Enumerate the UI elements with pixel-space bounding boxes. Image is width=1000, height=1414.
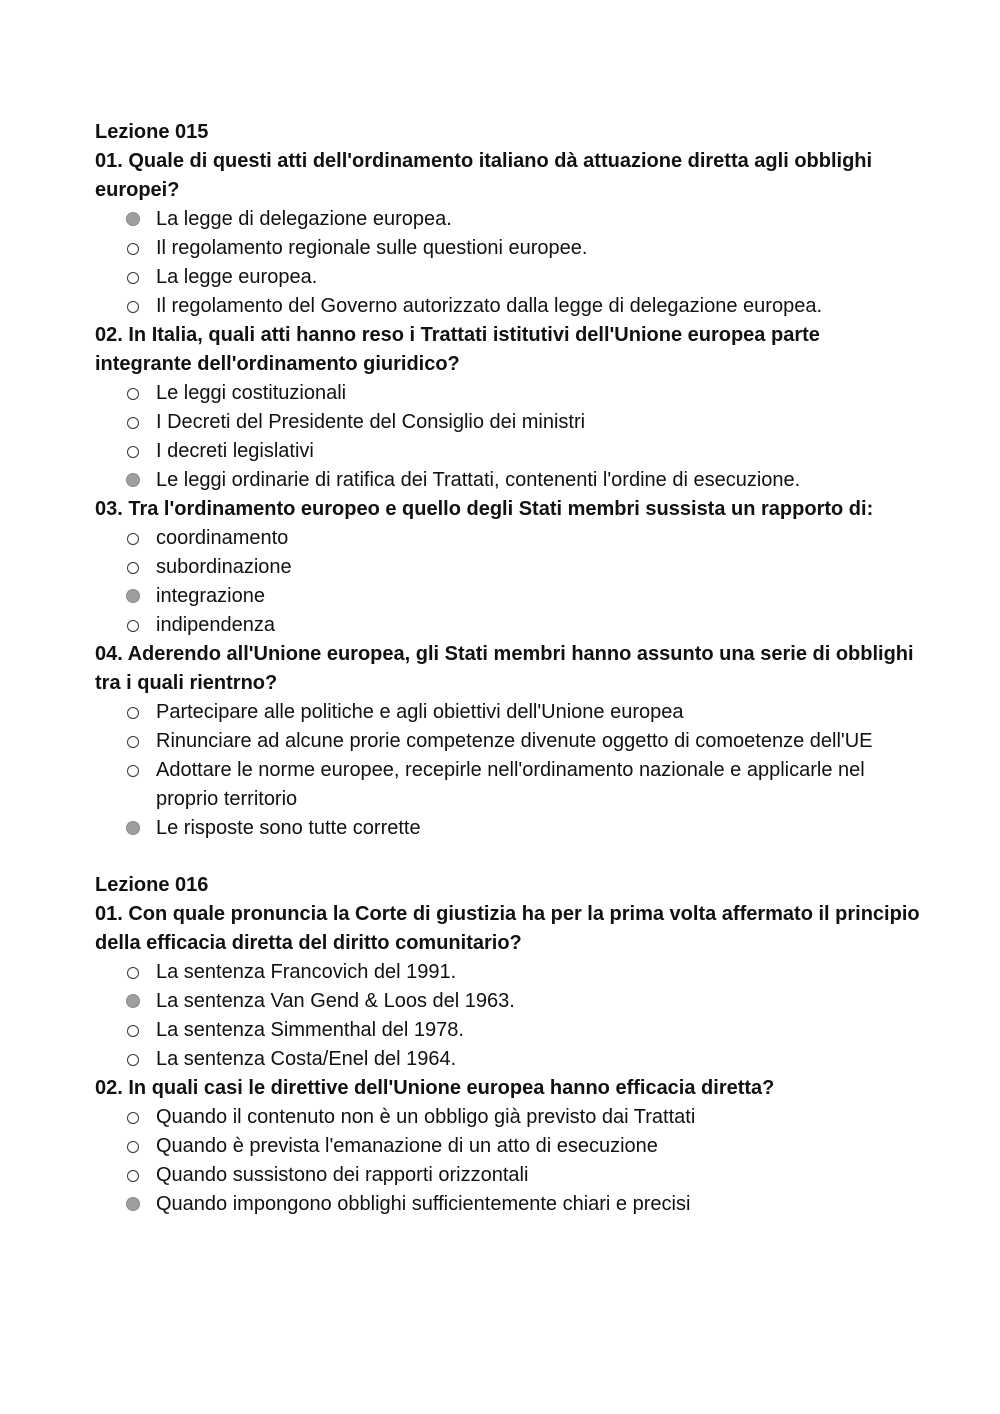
empty-bullet-icon (127, 388, 139, 400)
answer-option-text: Quando impongono obblighi sufficientemente chiari e precisi (156, 1193, 691, 1215)
answer-option (95, 408, 920, 437)
lesson-title: Lezione 016 (95, 874, 209, 896)
answer-option-text: Le leggi costituzionali (156, 382, 347, 404)
answer-option-text: Adottare le norme europee, recepirle nell'ordinamento nazionale e applicarle nel proprio territorio (156, 759, 865, 810)
question-block (95, 900, 920, 1074)
answer-option-text: La sentenza Costa/Enel del 1964. (156, 1048, 457, 1070)
answer-option (95, 437, 920, 466)
question-block (95, 1074, 920, 1219)
answer-option-text: Il regolamento del Governo autorizzato dalla legge di delegazione europea. (156, 295, 823, 317)
answer-option-text: I Decreti del Presidente del Consiglio dei ministri (156, 411, 586, 433)
lesson-section (95, 118, 920, 843)
selected-answer-marker-icon (126, 1197, 140, 1211)
answer-options (95, 524, 920, 640)
answer-option (95, 292, 920, 321)
answer-option (95, 234, 920, 263)
answer-option (95, 611, 920, 640)
answer-option (95, 698, 920, 727)
answer-option-text: Le risposte sono tutte corrette (156, 817, 421, 839)
empty-bullet-icon (127, 1054, 139, 1066)
selected-answer-marker-icon (126, 473, 140, 487)
answer-option (95, 1132, 920, 1161)
selected-answer-marker-icon (126, 212, 140, 226)
answer-option-text: La legge europea. (156, 266, 318, 288)
question-text: 01. Quale di questi atti dell'ordinamento italiano dà attuazione diretta agli obblighi europei? (95, 150, 873, 201)
empty-bullet-icon (127, 620, 139, 632)
question-block (95, 495, 920, 640)
empty-bullet-icon (127, 272, 139, 284)
answer-option-text: Quando sussistono dei rapporti orizzontali (156, 1164, 529, 1186)
empty-bullet-icon (127, 562, 139, 574)
answer-option-text: Il regolamento regionale sulle questioni europee. (156, 237, 588, 259)
answer-options (95, 205, 920, 321)
empty-bullet-icon (127, 243, 139, 255)
empty-bullet-icon (127, 533, 139, 545)
empty-bullet-icon (127, 1141, 139, 1153)
answer-option (95, 379, 920, 408)
question-block (95, 147, 920, 321)
answer-option (95, 756, 920, 814)
answer-option-text: integrazione (156, 585, 265, 607)
empty-bullet-icon (127, 765, 139, 777)
answer-option (95, 524, 920, 553)
lesson-section (95, 871, 920, 1219)
answer-option-text: Partecipare alle politiche e agli obiettivi dell'Unione europea (156, 701, 684, 723)
answer-option-text: subordinazione (156, 556, 292, 578)
answer-options (95, 1103, 920, 1219)
empty-bullet-icon (127, 1170, 139, 1182)
empty-bullet-icon (127, 707, 139, 719)
answer-option (95, 1190, 920, 1219)
question-text: 02. In quali casi le direttive dell'Unione europea hanno efficacia diretta? (95, 1077, 775, 1099)
answer-option (95, 263, 920, 292)
answer-option-text: Le leggi ordinarie di ratifica dei Trattati, contenenti l'ordine di esecuzione. (156, 469, 801, 491)
answer-option (95, 958, 920, 987)
question-text: 03. Tra l'ordinamento europeo e quello degli Stati membri sussista un rapporto di: (95, 498, 874, 520)
selected-answer-marker-icon (126, 589, 140, 603)
answer-option (95, 987, 920, 1016)
empty-bullet-icon (127, 1025, 139, 1037)
answer-options (95, 379, 920, 495)
answer-option-text: indipendenza (156, 614, 275, 636)
question-text: 02. In Italia, quali atti hanno reso i Trattati istitutivi dell'Unione europea parte integrante dell'ordinamento giuridico? (95, 324, 820, 375)
empty-bullet-icon (127, 1112, 139, 1124)
empty-bullet-icon (127, 736, 139, 748)
answer-option (95, 205, 920, 234)
answer-option (95, 553, 920, 582)
answer-option (95, 1016, 920, 1045)
selected-answer-marker-icon (126, 821, 140, 835)
answer-option-text: I decreti legislativi (156, 440, 314, 462)
answer-options (95, 698, 920, 843)
answer-option (95, 1161, 920, 1190)
answer-option-text: La sentenza Francovich del 1991. (156, 961, 457, 983)
selected-answer-marker-icon (126, 994, 140, 1008)
empty-bullet-icon (127, 301, 139, 313)
lessons-container (95, 118, 920, 1219)
answer-option (95, 727, 920, 756)
answer-option-text: coordinamento (156, 527, 289, 549)
answer-option (95, 1045, 920, 1074)
question-block (95, 321, 920, 495)
answer-option-text: Rinunciare ad alcune prorie competenze divenute oggetto di comoetenze dell'UE (156, 730, 873, 752)
answer-option-text: La sentenza Simmenthal del 1978. (156, 1019, 464, 1041)
question-text: 04. Aderendo all'Unione europea, gli Stati membri hanno assunto una serie di obblighi tra i quali rientrno? (95, 643, 914, 694)
answer-options (95, 958, 920, 1074)
lesson-title: Lezione 015 (95, 121, 209, 143)
empty-bullet-icon (127, 446, 139, 458)
answer-option (95, 814, 920, 843)
answer-option-text: La sentenza Van Gend & Loos del 1963. (156, 990, 515, 1012)
answer-option-text: Quando il contenuto non è un obbligo già previsto dai Trattati (156, 1106, 696, 1128)
answer-option-text: La legge di delegazione europea. (156, 208, 452, 230)
answer-option-text: Quando è prevista l'emanazione di un atto di esecuzione (156, 1135, 658, 1157)
answer-option (95, 466, 920, 495)
question-block (95, 640, 920, 843)
empty-bullet-icon (127, 967, 139, 979)
answer-option (95, 1103, 920, 1132)
empty-bullet-icon (127, 417, 139, 429)
answer-option (95, 582, 920, 611)
question-text: 01. Con quale pronuncia la Corte di giustizia ha per la prima volta affermato il principio della efficacia diretta del diritto comunitario? (95, 903, 920, 954)
